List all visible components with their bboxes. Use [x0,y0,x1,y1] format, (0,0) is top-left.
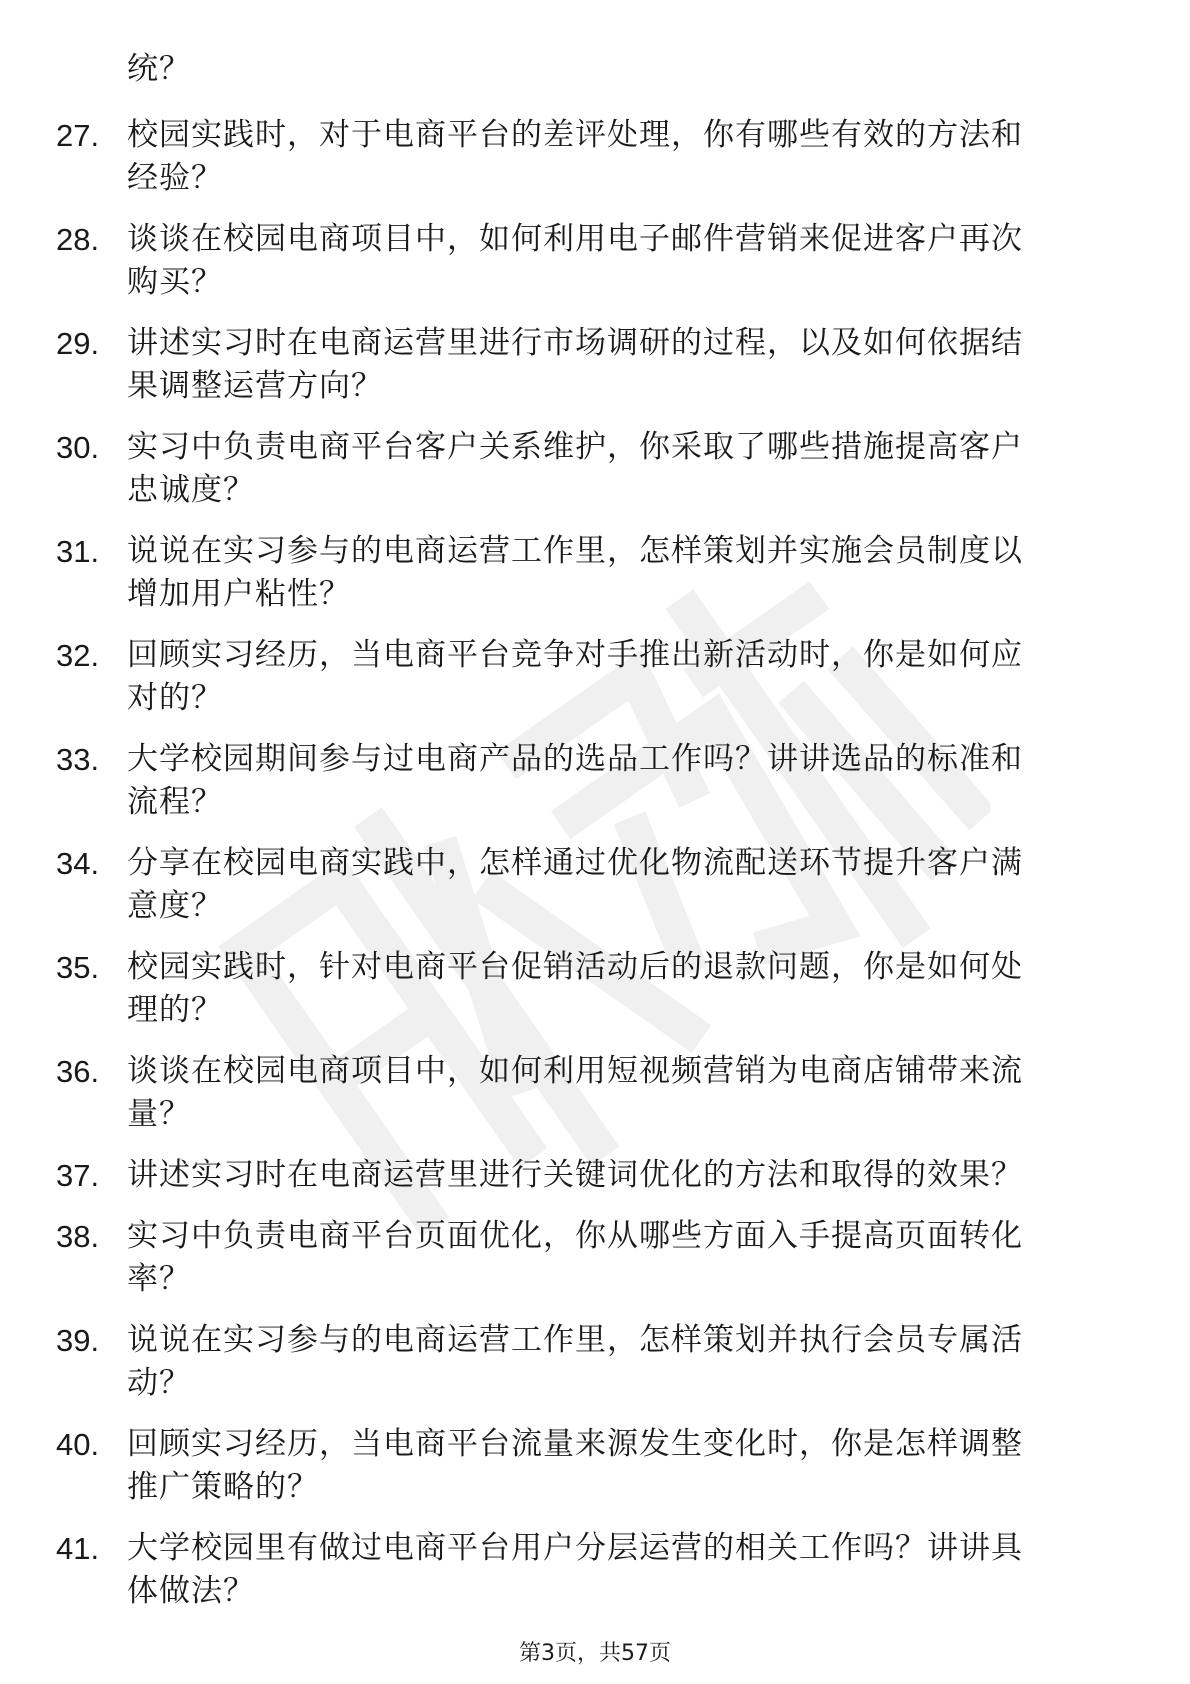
question-number: 29. [56,326,100,361]
question-line: 大学校园里有做过电商平台用户分层运营的相关工作吗？讲讲具 [127,1530,1023,1566]
question-line: 实习中负责电商平台页面优化，你从哪些方面入手提高页面转化 [127,1218,1023,1254]
question-line: 讲述实习时在电商运营里进行关键词优化的方法和取得的效果？ [127,1157,1023,1193]
question-text [127,1215,1127,1301]
question-line: 购买？ [127,264,223,300]
question-line: 量？ [127,1096,191,1132]
question-number: 31. [56,534,100,569]
question-number: 35. [56,950,100,985]
question-line: 实习中负责电商平台客户关系维护，你采取了哪些措施提高客户 [127,429,1023,465]
question-item [0,842,1190,946]
question-number: 30. [56,430,100,465]
question-text [127,1154,1127,1197]
question-line: 经验？ [127,160,223,196]
question-number: 33. [56,742,100,777]
question-item [0,1423,1190,1527]
question-item [0,114,1190,218]
question-text [127,530,1127,616]
question-line: 增加用户粘性？ [127,576,351,612]
question-item [0,1319,1190,1423]
question-line: 谈谈在校园电商项目中，如何利用电子邮件营销来促进客户再次 [127,221,1023,257]
question-text [127,842,1127,928]
question-number: 28. [56,222,100,257]
question-item [0,322,1190,426]
question-number: 36. [56,1054,100,1089]
question-line: 意度？ [127,888,223,924]
question-line: 推广策略的？ [127,1469,319,1505]
question-text [127,738,1127,824]
question-text [127,218,1127,304]
question-text [127,1319,1127,1405]
question-item [0,1050,1190,1154]
question-text [127,426,1127,512]
question-item [0,738,1190,842]
question-number: 34. [56,846,100,881]
question-text [127,322,1127,408]
page-footer: 第3页，共57页 [519,1641,671,1666]
question-line: 谈谈在校园电商项目中，如何利用短视频营销为电商店铺带来流 [127,1053,1023,1089]
question-line: 分享在校园电商实践中，怎样通过优化物流配送环节提升客户满 [127,845,1023,881]
question-text [127,1423,1127,1509]
question-line: 理的？ [127,992,223,1028]
question-line: 率？ [127,1261,191,1297]
question-item [0,426,1190,530]
question-item [0,634,1190,738]
question-item [0,1527,1190,1631]
question-line: 回顾实习经历，当电商平台竞争对手推出新活动时，你是如何应 [127,637,1023,673]
question-line: 讲述实习时在电商运营里进行市场调研的过程，以及如何依据结 [127,325,1023,361]
question-text [127,1050,1127,1136]
question-line: 体做法？ [127,1573,255,1609]
question-number: 37. [56,1158,100,1193]
question-list [0,114,1190,1631]
question-number: 39. [56,1323,100,1358]
question-number: 27. [56,118,100,153]
question-item [0,218,1190,322]
question-line: 校园实践时，对于电商平台的差评处理，你有哪些有效的方法和 [127,117,1023,153]
question-line: 大学校园期间参与过电商产品的选品工作吗？讲讲选品的标准和 [127,741,1023,777]
question-text [127,946,1127,1032]
question-line: 对的？ [127,680,223,716]
question-line: 校园实践时，针对电商平台促销活动后的退款问题，你是如何处 [127,949,1023,985]
question-item [0,530,1190,634]
question-item [0,1154,1190,1215]
question-line: 动？ [127,1365,191,1401]
question-item [0,946,1190,1050]
question-item [0,1215,1190,1319]
question-line: 流程？ [127,784,223,820]
question-text [127,1527,1127,1613]
question-number: 40. [56,1427,100,1462]
continued-question-tail: 统？ [127,51,191,87]
question-number: 38. [56,1219,100,1254]
question-text [127,634,1127,720]
question-line: 说说在实习参与的电商运营工作里，怎样策划并实施会员制度以 [127,533,1023,569]
question-number: 41. [56,1531,100,1566]
question-line: 果调整运营方向？ [127,368,383,404]
question-number: 32. [56,638,100,673]
question-line: 忠诚度？ [127,472,255,508]
question-line: 回顾实习经历，当电商平台流量来源发生变化时，你是怎样调整 [127,1426,1023,1462]
question-line: 说说在实习参与的电商运营工作里，怎样策划并执行会员专属活 [127,1322,1023,1358]
question-text [127,114,1127,200]
